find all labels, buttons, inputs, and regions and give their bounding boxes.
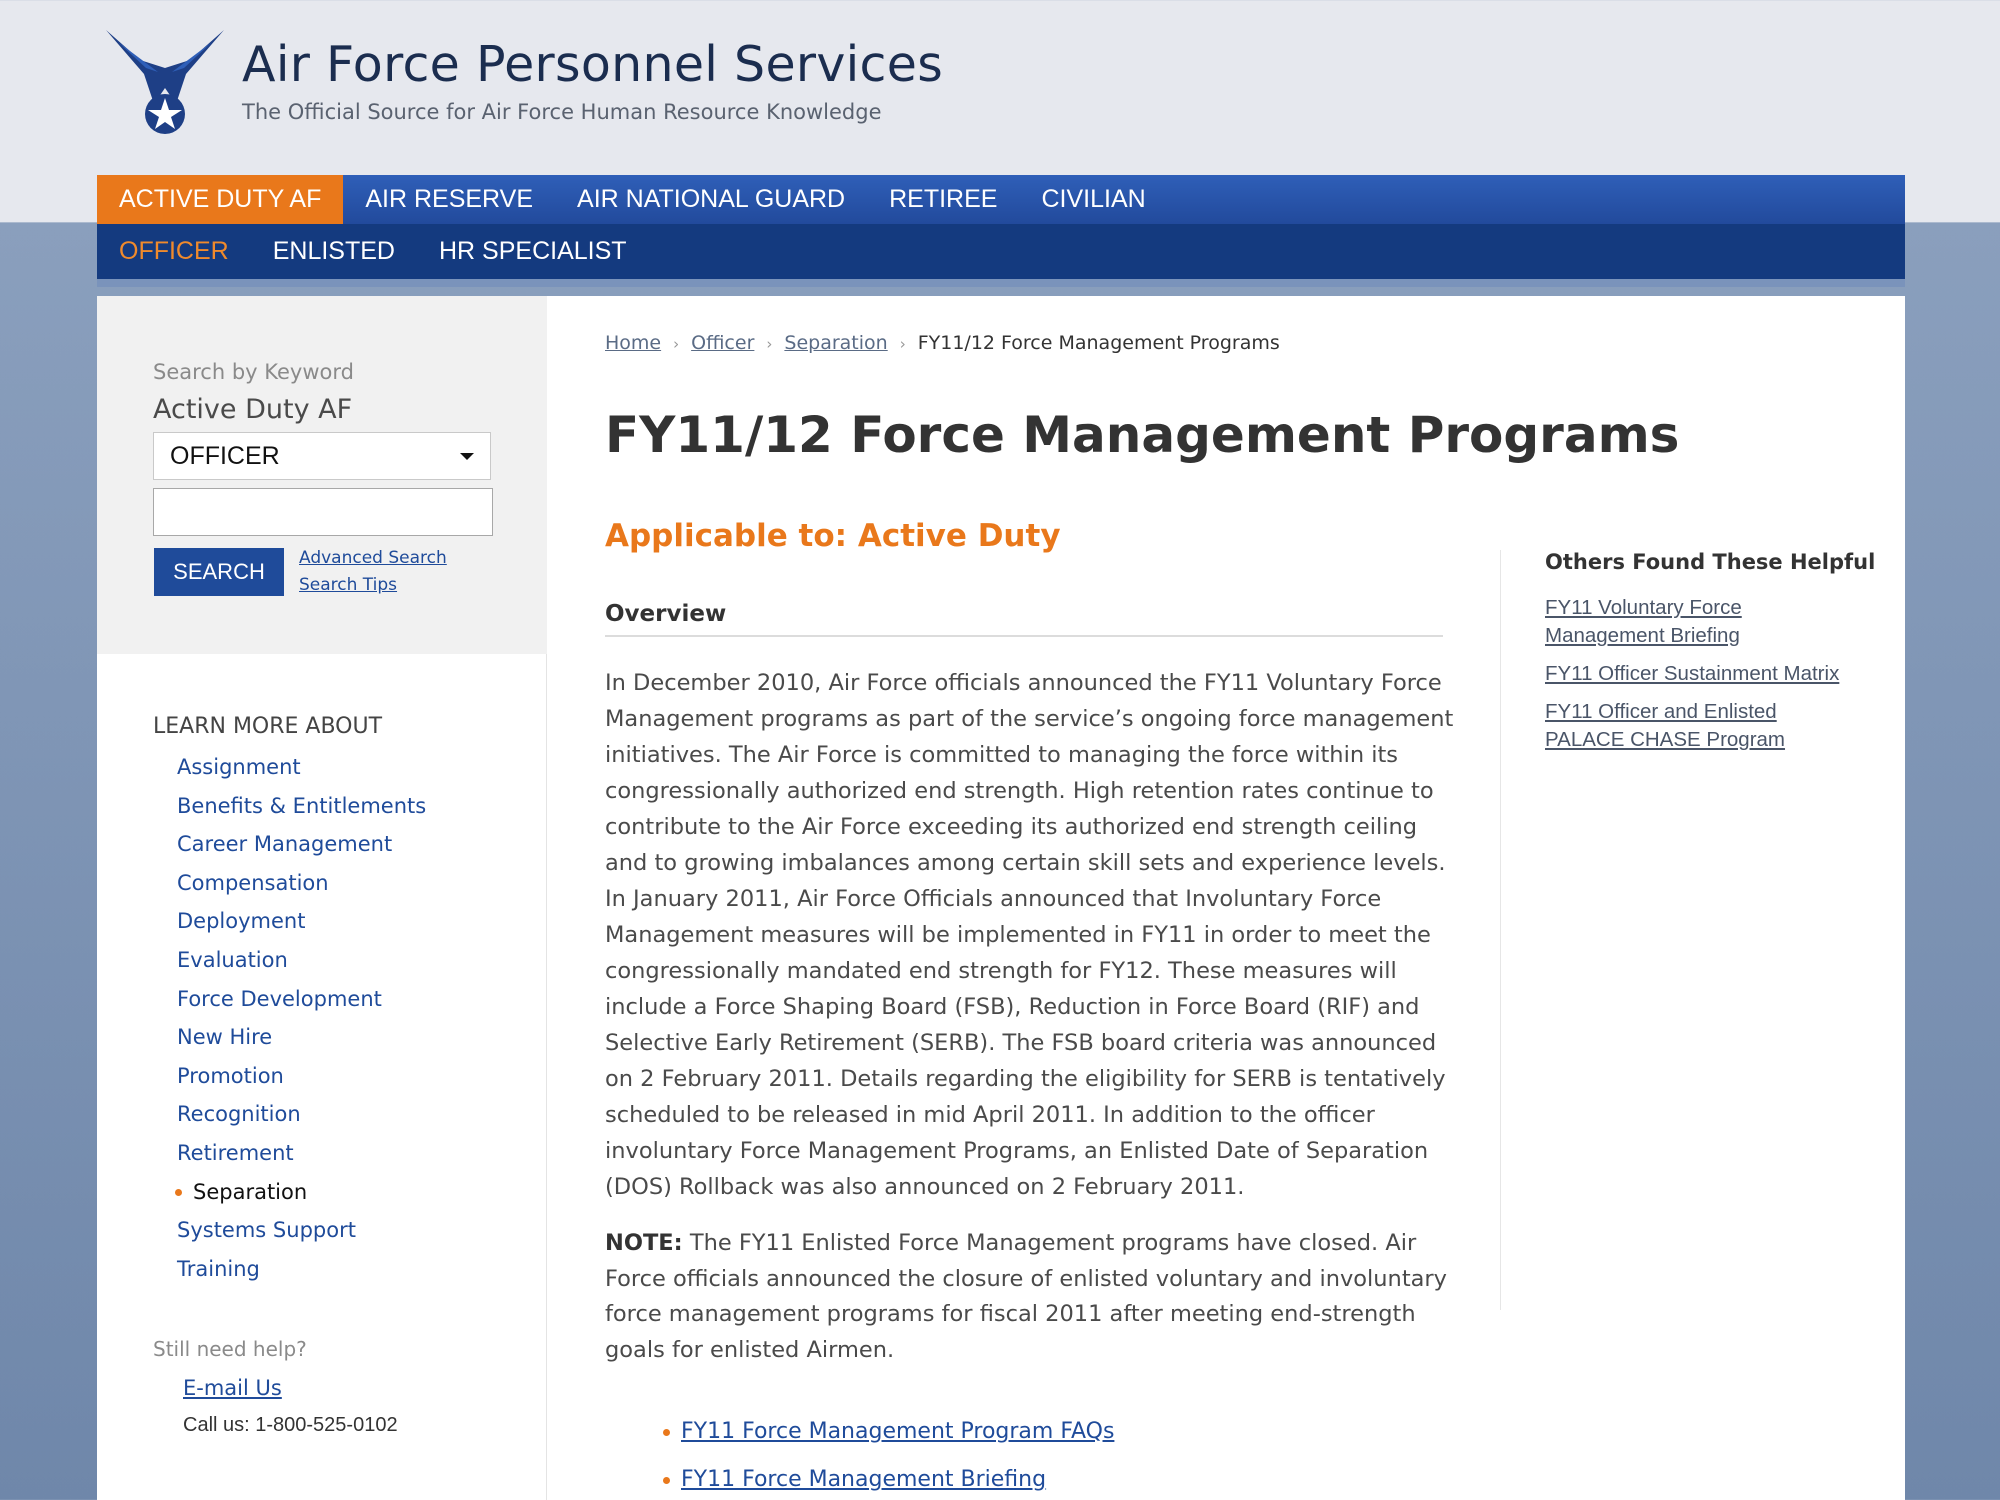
content-area [97, 296, 1905, 1500]
chevron-down-icon [460, 453, 474, 460]
advanced-search-link[interactable]: Advanced Search [299, 548, 447, 568]
breadcrumb-current: FY11/12 Force Management Programs [917, 332, 1280, 354]
secondary-nav [97, 224, 1905, 287]
sidebar-item-evaluation[interactable]: Evaluation [177, 947, 288, 972]
chevron-right-icon: › [899, 335, 906, 353]
briefing-link[interactable]: FY11 Force Management Briefing [681, 1467, 1047, 1492]
site-tagline: The Official Source for Air Force Human Resource Knowledge [242, 100, 882, 124]
note-text: The FY11 Enlisted Force Management programs have closed. Air Force officials announced the closure of enlisted voluntary and involuntary force management programs for fiscal 2011 after meeting end-strength goals for enlisted Airmen. [605, 1230, 1447, 1363]
list-item [1545, 594, 1845, 650]
learn-more-list [177, 748, 426, 1288]
page-title: FY11/12 Force Management Programs [605, 406, 1680, 464]
search-tips-link[interactable]: Search Tips [299, 575, 398, 595]
nav-active-duty[interactable]: ACTIVE DUTY AF [97, 175, 343, 224]
sidebar-item-recognition[interactable]: Recognition [177, 1102, 301, 1127]
related-links [665, 1408, 1114, 1500]
chevron-right-icon: › [766, 335, 773, 353]
chevron-right-icon: › [673, 335, 680, 353]
nav-officer[interactable]: OFFICER [119, 237, 229, 265]
audience-select-value: OFFICER [170, 442, 280, 470]
nav-civilian[interactable]: CIVILIAN [1041, 185, 1146, 213]
faq-link[interactable]: FY11 Force Management Program FAQs [681, 1419, 1115, 1444]
bullet-icon [663, 1477, 670, 1484]
sidebar [97, 296, 547, 1500]
site-title[interactable]: Air Force Personnel Services [242, 36, 944, 93]
search-input[interactable] [153, 488, 493, 536]
overview-heading: Overview [605, 601, 1443, 637]
voluntary-briefing-link[interactable]: FY11 Voluntary Force Management Briefing [1545, 596, 1742, 647]
sidebar-item-career-management[interactable]: Career Management [177, 832, 393, 857]
overview-paragraph: In December 2010, Air Force officials announced the FY11 Voluntary Force Management programs as part of the service’s ongoing force management initiatives. The Air Force is committed to managing the force within its congressionally authorized end strength. High retention rates continue to contribute to the Air Force exceeding its authorized end strength ceiling and to growing imbalances among certain skill sets and experience levels. In January 2011, Air Force Officials announced that Involuntary Force Management measures will be implemented in FY11 in order to meet the congressionally mandated end strength for FY12. These measures will include a Force Shaping Board (FSB), Reduction in Force Board (RIF) and Selective Early Retirement (SERB). The FSB board criteria was announced on 2 February 2011. Details regarding the eligibility for SERB is tentatively scheduled to be released in mid April 2011. In addition to the officer involuntary Force Management Programs, an Enlisted Date of Separation (DOS) Rollback was also announced on 2 February 2011. [605, 670, 1454, 1200]
help-title: Still need help? [153, 1337, 307, 1361]
nav-air-national-guard[interactable]: AIR NATIONAL GUARD [577, 185, 846, 213]
list-item [1545, 698, 1845, 754]
nav-retiree[interactable]: RETIREE [889, 185, 998, 213]
search-button[interactable]: SEARCH [154, 548, 284, 596]
search-scope: Active Duty AF [153, 394, 353, 425]
note-paragraph [605, 1226, 1455, 1368]
air-force-wings-logo-icon[interactable] [104, 22, 226, 140]
sidebar-item-benefits[interactable]: Benefits & Entitlements [177, 793, 427, 818]
site-header [0, 0, 2000, 175]
search-panel [97, 296, 547, 654]
call-us-text: Call us: 1-800-525-0102 [183, 1414, 398, 1436]
sidebar-item-force-development[interactable]: Force Development [177, 986, 382, 1011]
sidebar-item-deployment[interactable]: Deployment [177, 909, 306, 934]
learn-more-title: LEARN MORE ABOUT [153, 714, 383, 739]
sidebar-item-assignment[interactable]: Assignment [177, 755, 301, 779]
current-bullet-icon [175, 1189, 182, 1196]
sidebar-item-label: Separation [193, 1179, 308, 1204]
list-item [665, 1456, 1114, 1500]
list-item [665, 1408, 1114, 1456]
search-label: Search by Keyword [153, 360, 354, 384]
breadcrumb-officer[interactable]: Officer [691, 332, 755, 354]
nav-hr-specialist[interactable]: HR SPECIALIST [438, 237, 627, 265]
breadcrumb [605, 332, 1280, 354]
list-item [1545, 660, 1845, 688]
breadcrumb-separation[interactable]: Separation [784, 332, 888, 354]
sidebar-item-new-hire[interactable]: New Hire [177, 1025, 273, 1050]
note-label: NOTE: [605, 1230, 683, 1256]
applicable-to: Applicable to: Active Duty [605, 518, 1061, 554]
sidebar-item-retirement[interactable]: Retirement [177, 1140, 294, 1165]
helpful-sidebar [1500, 550, 1876, 1310]
helpful-title: Others Found These Helpful [1545, 550, 1876, 574]
sidebar-item-systems-support[interactable]: Systems Support [177, 1218, 356, 1243]
sustainment-matrix-link[interactable]: FY11 Officer Sustainment Matrix [1545, 662, 1840, 685]
primary-nav [97, 175, 1905, 224]
helpful-list [1545, 594, 1845, 764]
audience-select[interactable] [153, 432, 491, 480]
breadcrumb-home[interactable]: Home [605, 332, 662, 354]
nav-enlisted[interactable]: ENLISTED [272, 237, 395, 265]
palace-chase-link[interactable]: FY11 Officer and Enlisted PALACE CHASE Program [1545, 700, 1786, 751]
sidebar-item-compensation[interactable]: Compensation [177, 870, 329, 895]
sidebar-item-training[interactable]: Training [177, 1256, 260, 1281]
email-us-link[interactable]: E-mail Us [183, 1376, 282, 1400]
sidebar-item-separation[interactable] [177, 1173, 426, 1212]
sidebar-item-promotion[interactable]: Promotion [177, 1063, 284, 1088]
nav-air-reserve[interactable]: AIR RESERVE [365, 185, 534, 213]
bullet-icon [663, 1429, 670, 1436]
